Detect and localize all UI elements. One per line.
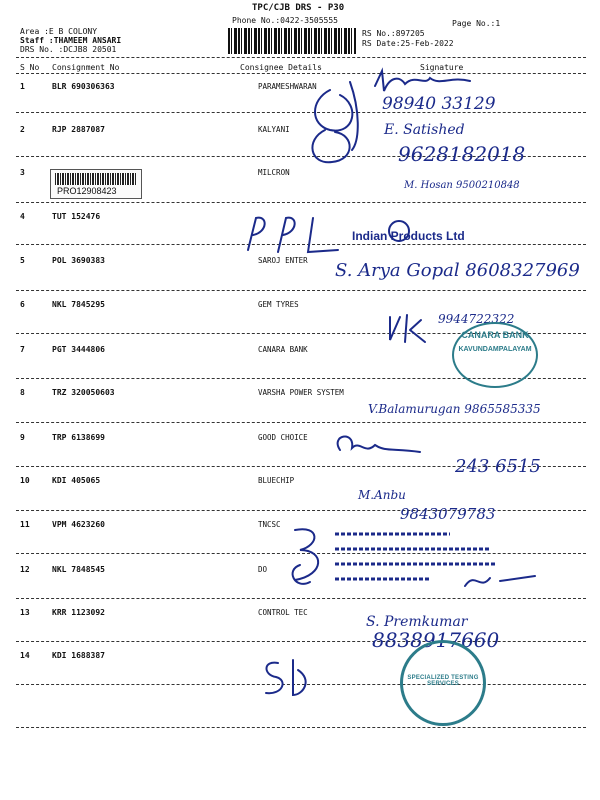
signature-text-9: 243 6515 (455, 456, 541, 477)
row-divider (16, 727, 586, 728)
row-sno: 12 (20, 565, 30, 574)
signature-scribble-6 (385, 312, 435, 347)
row-consignment: KRR 1123092 (52, 608, 105, 617)
row-sno: 7 (20, 345, 25, 354)
signature-text-2a: E. Satished (384, 122, 465, 138)
row-sno: 3 (20, 168, 25, 177)
row-consignment: TUT 152476 (52, 212, 101, 221)
row-consignee: CONTROL TEC (258, 608, 308, 617)
row-sno: 13 (20, 608, 30, 617)
row-consignment: KDI 1688387 (52, 651, 105, 660)
row-consignee: CANARA BANK (258, 345, 308, 354)
rs-number: RS No.:897205 (362, 29, 425, 38)
row-consignee: TNCSC (258, 520, 281, 529)
row-consignment: VPM 4623260 (52, 520, 105, 529)
row-sno: 5 (20, 256, 25, 265)
signature-text-8: V.Balamurugan 9865585335 (368, 402, 541, 416)
testing-services-stamp (400, 640, 486, 726)
signature-scribble-2 (370, 66, 480, 96)
row-divider (16, 202, 586, 203)
signature-text-10a: M.Anbu (358, 488, 406, 502)
table-row (0, 476, 600, 518)
row-divider (16, 422, 586, 423)
row-consignee: PARAMESHWARAN (258, 82, 317, 91)
header-divider (16, 57, 586, 58)
row-sno: 8 (20, 388, 25, 397)
area-label: Area :E B COLONY (20, 27, 98, 36)
row-consignment: TRP 6138699 (52, 433, 105, 442)
stamp-bank-branch: KAVUNDAMPALAYAM (458, 346, 532, 353)
row-divider (16, 290, 586, 291)
row-divider (16, 510, 586, 511)
row-consignment: BLR 690306363 (52, 82, 115, 91)
row-consignee: KALYANI (258, 125, 290, 134)
row-consignee: BLUECHIP (258, 476, 295, 485)
col-signature: Signature (420, 63, 464, 72)
document-title: TPC/CJB DRS - P30 (252, 3, 345, 13)
row-consignee: DO (258, 565, 268, 574)
row-consignment: NKL 7848545 (52, 565, 105, 574)
signature-text-2b: 9628182018 (398, 142, 526, 166)
rs-date: RS Date:25-Feb-2022 (362, 39, 454, 48)
row-consignment: TRZ 320050603 (52, 388, 115, 397)
row-divider (16, 641, 586, 642)
col-consignee: Consignee Details (240, 63, 322, 72)
stamp-bank-name: CANARA BANK (461, 330, 529, 340)
phone-number: Phone No.:0422-3505555 (232, 16, 338, 25)
row-sno: 2 (20, 125, 25, 134)
drs-number: DRS No. :DCJB8 20501 (20, 45, 117, 54)
signature-text-3: M. Hosan 9500210848 (404, 180, 520, 191)
row-consignee: GEM TYRES (258, 300, 299, 309)
row-consignee: MILCRON (258, 168, 290, 177)
signature-scribble-14 (258, 655, 318, 700)
signature-scribble-4 (238, 210, 348, 260)
row-consignment: POL 3690383 (52, 256, 105, 265)
row-sno: 10 (20, 476, 30, 485)
signature-scribble-9 (330, 430, 430, 465)
col-sno: S No (20, 63, 40, 72)
signature-text-10b: 9843079783 (400, 505, 496, 523)
row-consignment: RJP 2887087 (52, 125, 105, 134)
page-number: Page No.:1 (452, 19, 501, 28)
row-sno: 11 (20, 520, 30, 529)
table-row (0, 608, 600, 650)
canara-bank-stamp (452, 322, 538, 388)
stamp-testing-name: SPECIALIZED TESTING SERVICES (407, 675, 479, 687)
row-consignment: KDI 405065 (52, 476, 101, 485)
consignment-barcode-sticker (50, 169, 142, 199)
sticker-code: PRO12908423 (57, 186, 117, 196)
company-stamp-text: Indian Products Ltd (352, 229, 465, 243)
col-consignment: Consignment No (52, 63, 120, 72)
company-seal-icon (386, 218, 412, 244)
drs-barcode (228, 28, 356, 54)
signature-text-5: S. Arya Gopal 8608327969 (335, 260, 580, 281)
row-consignee: SAROJ ENTER (258, 256, 308, 265)
signature-text-1: 98940 33129 (382, 94, 496, 114)
row-sno: 9 (20, 433, 25, 442)
sticker-barcode (55, 173, 137, 185)
row-sno: 1 (20, 82, 25, 91)
row-consignment: PGT 3444806 (52, 345, 105, 354)
row-divider (16, 598, 586, 599)
row-sno: 4 (20, 212, 25, 221)
signature-text-13a: S. Premkumar (366, 614, 468, 630)
row-sno: 6 (20, 300, 25, 309)
staff-label: Staff :THAMEEM ANSARI (20, 36, 122, 45)
row-sno: 14 (20, 651, 30, 660)
signature-scribble-12 (460, 566, 540, 596)
row-consignee: VARSHA POWER SYSTEM (258, 388, 344, 397)
row-consignment: NKL 7845295 (52, 300, 105, 309)
signature-text-6: 9944722322 (438, 312, 515, 326)
signature-text-13b: 8838917660 (372, 628, 500, 652)
row-consignee: GOOD CHOICE (258, 433, 308, 442)
